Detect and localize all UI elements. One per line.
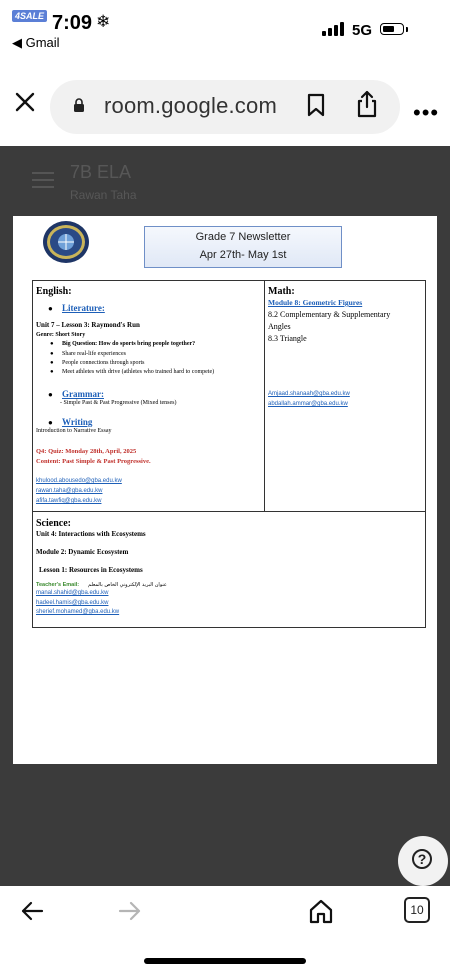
math-teacher-email[interactable]: abdallah.ammar@gba.edu.kw xyxy=(268,401,348,407)
hamburger-menu-icon xyxy=(32,172,54,190)
home-icon[interactable] xyxy=(308,898,334,924)
english-teacher-email[interactable]: khulood.abousedo@gba.edu.kw xyxy=(36,478,122,484)
science-heading: Science: xyxy=(36,518,71,529)
science-teacher-email[interactable]: hadeel.hamis@gba.edu.kw xyxy=(36,600,109,606)
english-bullet-2: People connections through sports xyxy=(62,360,145,366)
math-module: Module 8: Geometric Figures xyxy=(268,298,363,307)
status-time: 7:09 xyxy=(52,12,93,34)
math-heading: Math: xyxy=(268,286,295,297)
close-icon[interactable] xyxy=(13,90,37,114)
english-writing-label: Writing xyxy=(62,417,93,427)
math-teacher-email[interactable]: Amjaad.shanaah@gba.edu.kw xyxy=(268,391,350,397)
more-options-icon[interactable]: ••• xyxy=(413,100,440,125)
science-teacher-email[interactable]: manal.shahid@gba.edu.kw xyxy=(36,590,109,596)
bookmark-icon[interactable] xyxy=(306,93,326,117)
math-line: Angles xyxy=(268,322,291,331)
english-grammar-bullet: ● xyxy=(48,390,53,399)
url-text[interactable]: room.google.com xyxy=(104,93,277,118)
science-unit: Unit 4: Interactions with Ecosystems xyxy=(36,530,146,538)
english-bullet-1: Share real-life experiences xyxy=(62,351,126,357)
english-literature-bullet: ● xyxy=(48,304,53,313)
signal-strength-icon xyxy=(322,22,344,36)
help-button[interactable] xyxy=(398,836,448,886)
battery-icon xyxy=(380,23,404,35)
newsletter-header xyxy=(144,226,342,268)
science-teacher-email-arabic: عنوان البريد الإلكتروني الخاص بالمعلم xyxy=(88,582,167,588)
english-heading: English: xyxy=(36,286,72,297)
battery-tip xyxy=(406,27,408,32)
table-divider-horizontal xyxy=(32,511,426,512)
english-big-question: Big Question: How do sports bring people together? xyxy=(62,341,196,347)
english-bullet-3: Meet athletes with drive (athletes who trained hard to compete) xyxy=(62,369,215,375)
home-indicator[interactable] xyxy=(144,958,306,964)
background-class-teacher: Rawan Taha xyxy=(70,188,137,202)
help-icon: ? xyxy=(412,849,432,869)
share-icon[interactable] xyxy=(356,90,378,118)
back-arrow-icon[interactable] xyxy=(20,900,44,922)
background-class-title: 7B ELA xyxy=(70,162,132,182)
app-badge: 4SALE xyxy=(12,10,47,22)
science-teacher-email[interactable]: sherief.mohamed@gba.edu.kw xyxy=(36,609,120,615)
english-genre: Genre: Short Story xyxy=(36,332,86,338)
math-line: 8.2 Complementary & Supplementary xyxy=(268,310,391,319)
english-quiz-content: Content: Past Simple & Past Progressive. xyxy=(36,458,151,465)
science-teacher-email-label: Teacher's Email: xyxy=(36,582,80,588)
science-module: Module 2: Dynamic Ecosystem xyxy=(36,548,129,556)
table-divider-vertical xyxy=(264,280,265,512)
english-writing-bullet: ● xyxy=(48,418,53,427)
english-grammar-label: Grammar: xyxy=(62,389,104,399)
bullet-icon: ● xyxy=(50,360,54,366)
bullet-icon: ● xyxy=(50,369,54,375)
english-literature-label: Literature: xyxy=(62,303,105,313)
newsletter-title: Grade 7 Newsletter xyxy=(195,231,291,243)
forward-arrow-icon[interactable] xyxy=(118,900,142,922)
tab-switcher-button[interactable]: 10 xyxy=(404,897,430,923)
bullet-icon: ● xyxy=(50,341,54,347)
school-logo-icon xyxy=(42,220,90,264)
english-writing-text: Introduction to Narrative Essay xyxy=(36,428,112,434)
bullet-icon: ● xyxy=(50,351,54,357)
newsletter-dates: Apr 27th- May 1st xyxy=(199,249,287,261)
network-type: 5G xyxy=(352,22,373,39)
english-quiz-date: Q4: Quiz: Monday 28th, April, 2025 xyxy=(36,448,137,455)
snowflake-icon: ❄ xyxy=(96,12,111,31)
english-teacher-email[interactable]: rawan.taha@gba.edu.kw xyxy=(36,488,103,494)
back-to-app-link[interactable]: ◀ Gmail xyxy=(12,35,60,50)
math-line: 8.3 Triangle xyxy=(268,334,307,343)
english-grammar-text: - Simple Past & Past Progressive (Mixed tenses) xyxy=(60,400,177,406)
english-unit-line: Unit 7 – Lesson 3: Raymond's Run xyxy=(36,321,140,329)
lock-icon xyxy=(73,98,85,112)
science-lesson: Lesson 1: Resources in Ecosystems xyxy=(39,566,143,574)
english-teacher-email[interactable]: afifa.tawfiq@gba.edu.kw xyxy=(36,498,102,504)
